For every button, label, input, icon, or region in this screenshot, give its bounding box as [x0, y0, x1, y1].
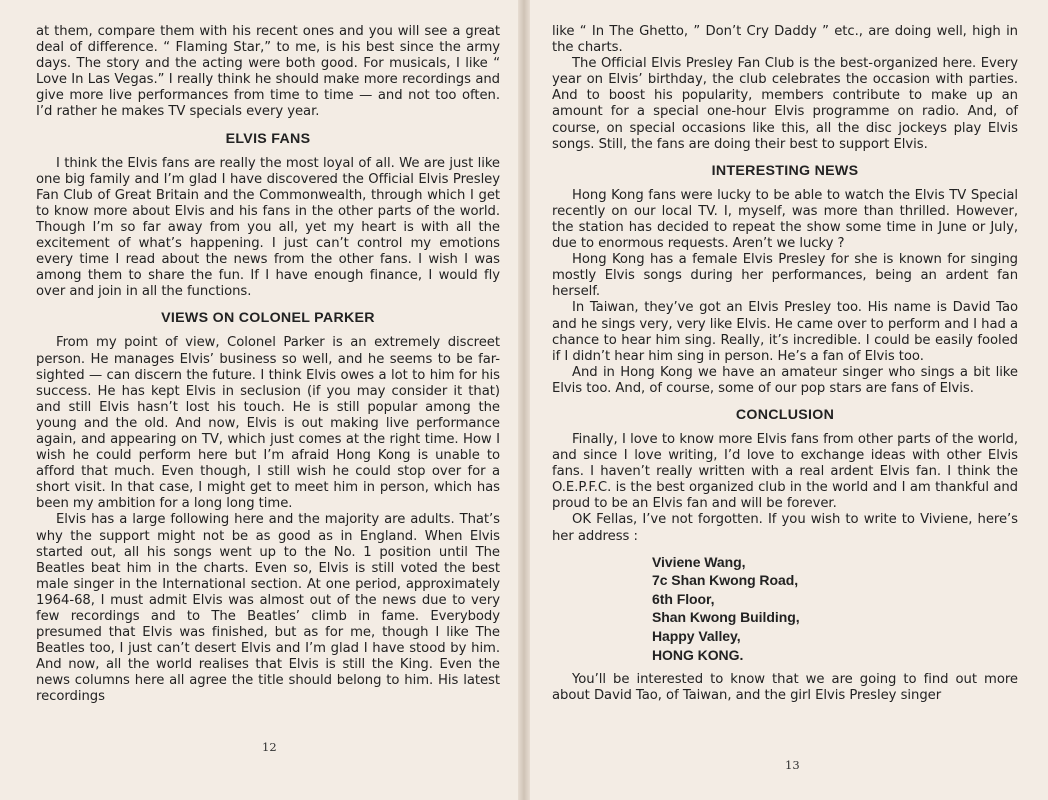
address-line: 6th Floor, — [652, 590, 715, 607]
paragraph: From my point of view, Colonel Parker is an extremely discreet person. He manages Elvis’ business so well, and he seems to be far-sighted — can discern the future. I think Elvis owes a lot to him for his success. He has kept Elvis in seclusion (if you may consider it that) and still Elvis hasn’t lost his touch. He is still popular among the young and the old. And now, Elvis is out making live performance again, and appearing on TV, which just comes at the right time. How I wish he could perform here but I’m afraid Hong Kong is unable to afford that much. Even though, I still wish he could stop over for a short visit. In that case, I might get to meet him in person, which has been my ambition for a long long time. — [36, 335, 500, 512]
address-line: Viviene Wang, — [652, 553, 746, 570]
paragraph: The Official Elvis Presley Fan Club is the best-organized here. Every year on Elvis’ birthday, the club celebrates the occasion with parties. And to boost his popularity, members contribute to make up an amount for a special one-hour Elvis programme on radio. And, of course, on special occasions like this, all the disc jockeys play Elvis songs. Still, the fans are doing their best to support Elvis. — [552, 56, 1018, 152]
paragraph: And in Hong Kong we have an amateur singer who sings a bit like Elvis too. And, of course, some of our pop stars are fans of Elvis. — [552, 364, 1018, 396]
page-number: 12 — [262, 740, 277, 754]
paragraph: Finally, I love to know more Elvis fans from other parts of the world, and since I love writing, I’d love to exchange ideas with other Elvis fans. I haven’t really written with a real ardent Elvis fan. I think the O.E.P.F.C. is the best organized club in the world and I am thankful and proud to be an Elvis fan and will be forever. — [552, 431, 1018, 512]
right-page-content — [552, 24, 1018, 704]
address-line: Shan Kwong Building, — [652, 609, 800, 626]
paragraph: OK Fellas, I’ve not forgotten. If you wish to write to Viviene, here’s her address : — [552, 512, 1018, 544]
page-gutter — [518, 0, 530, 800]
section-heading-elvis-fans: ELVIS FANS — [225, 130, 311, 147]
left-page-content — [36, 24, 500, 706]
paragraph: Elvis has a large following here and the majority are adults. That’s why the support might not be as good as in England. When Elvis started out, all his songs went up to the No. 1 position until The Beatles beat him in the charts. Even so, Elvis is still voted the best male singer in the International section. At one period, approximately 1964-68, I must admit Elvis was almost out of the news due to very few recordings and to The Beatles’ climb in fame. Everybody presumed that Elvis was finished, but as for me, though I like The Beatles too, I just can’t desert Elvis and I’m glad I have stood by him. And now, all the world realises that Elvis is still the King. Even the news columns here all agree the title should belong to him. His latest recordings — [36, 512, 500, 705]
paragraph: You’ll be interested to know that we are going to find out more about David Tao, of Taiwan, and the girl Elvis Presley singer — [552, 672, 1018, 704]
paragraph: I think the Elvis fans are really the most loyal of all. We are just like one big family and I’m glad I have discovered the Official Elvis Presley Fan Club of Great Britain and the Commonwealth, through which I get to know more about Elvis and his fans in the other parts of the world. Though I’m so far away from you all, yet my heart is with all the excitement of what’s happening. I just can’t control my emotions every time I read about the news from the other fans. I wish I was among them to share the fun. If I have enough finance, I would fly over and join in all the functions. — [36, 155, 500, 300]
paragraph: In Taiwan, they’ve got an Elvis Presley too. His name is David Tao and he sings very, very like Elvis. He came over to perform and I had a chance to hear him sing. Really, it’s incredible. I could be easily fooled if I didn’t hear him sing in person. He’s a fan of Elvis too. — [552, 300, 1018, 364]
left-page — [0, 0, 522, 800]
paragraph: at them, compare them with his recent ones and you will see a great deal of difference. “ Flaming Star,” to me, is his best since the army days. The story and the acting were both good. For musicals, I like “ Love In Las Vegas.” I really think he should make more recordings and give more live performances from time to time — and not too often. I’d rather he makes TV specials every year. — [36, 24, 500, 120]
address-line: Happy Valley, — [652, 628, 741, 644]
section-heading-conclusion: CONCLUSION — [735, 406, 835, 423]
section-heading-interesting-news: INTERESTING NEWS — [711, 162, 859, 179]
paragraph: Hong Kong fans were lucky to be able to watch the Elvis TV Special recently on our local TV. I, myself, was more than thrilled. However, the station has decided to repeat the show some time in June or July, due to enormous requests. Aren’t we lucky ? — [552, 187, 1018, 252]
page-number: 13 — [785, 758, 800, 772]
mailing-address — [652, 553, 1018, 665]
address-line: 7c Shan Kwong Road, — [652, 572, 799, 589]
paragraph: like “ In The Ghetto, ” Don’t Cry Daddy ” etc., are doing well, high in the charts. — [552, 24, 1018, 56]
right-page — [526, 0, 1048, 800]
address-line: HONG KONG. — [652, 646, 744, 663]
section-heading-colonel-parker: VIEWS ON COLONEL PARKER — [161, 310, 375, 327]
paragraph: Hong Kong has a female Elvis Presley for she is known for singing mostly Elvis songs during her performances, being an ardent fan herself. — [552, 252, 1018, 300]
